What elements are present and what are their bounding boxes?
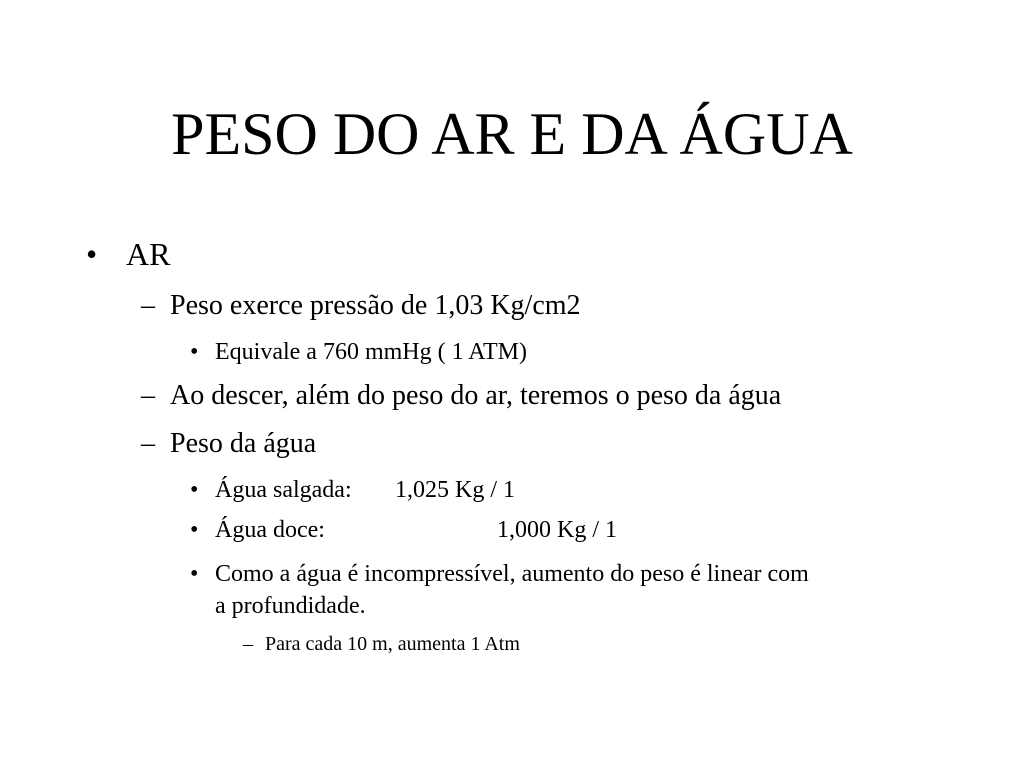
dash-marker: – (141, 428, 155, 459)
bullet-marker: • (86, 236, 98, 272)
bullet-marker: • (190, 339, 199, 365)
sub-bullet-peso-pressao: Peso exerce pressão de 1,03 Kg/cm2 (170, 290, 581, 321)
agua-doce-value: 1,000 Kg / 1 (497, 517, 617, 543)
sub-sub-bullet-incompressivel-line2: a profundidade. (215, 593, 366, 619)
agua-salgada-label: Água salgada: (215, 477, 352, 503)
bullet-marker: • (190, 477, 199, 503)
bullet-marker: • (190, 517, 199, 543)
sub-bullet-ao-descer: Ao descer, além do peso do ar, teremos o peso da água (170, 380, 782, 411)
agua-doce-label: Água doce: (215, 517, 325, 543)
bullet-marker: • (190, 561, 199, 587)
bullet-ar: AR (126, 236, 171, 272)
dash-marker: – (141, 290, 155, 321)
sub-sub-bullet-incompressivel-line1: Como a água é incompressível, aumento do peso é linear com (215, 561, 809, 587)
sub-sub-sub-bullet-para-cada: Para cada 10 m, aumenta 1 Atm (265, 633, 520, 655)
slide-title: PESO DO AR E DA ÁGUA (171, 101, 853, 167)
dash-marker: – (243, 633, 253, 655)
sub-sub-bullet-equivale: Equivale a 760 mmHg ( 1 ATM) (215, 339, 527, 365)
agua-salgada-value: 1,025 Kg / 1 (395, 477, 515, 503)
sub-bullet-peso-agua: Peso da água (170, 428, 317, 459)
dash-marker: – (141, 380, 155, 411)
